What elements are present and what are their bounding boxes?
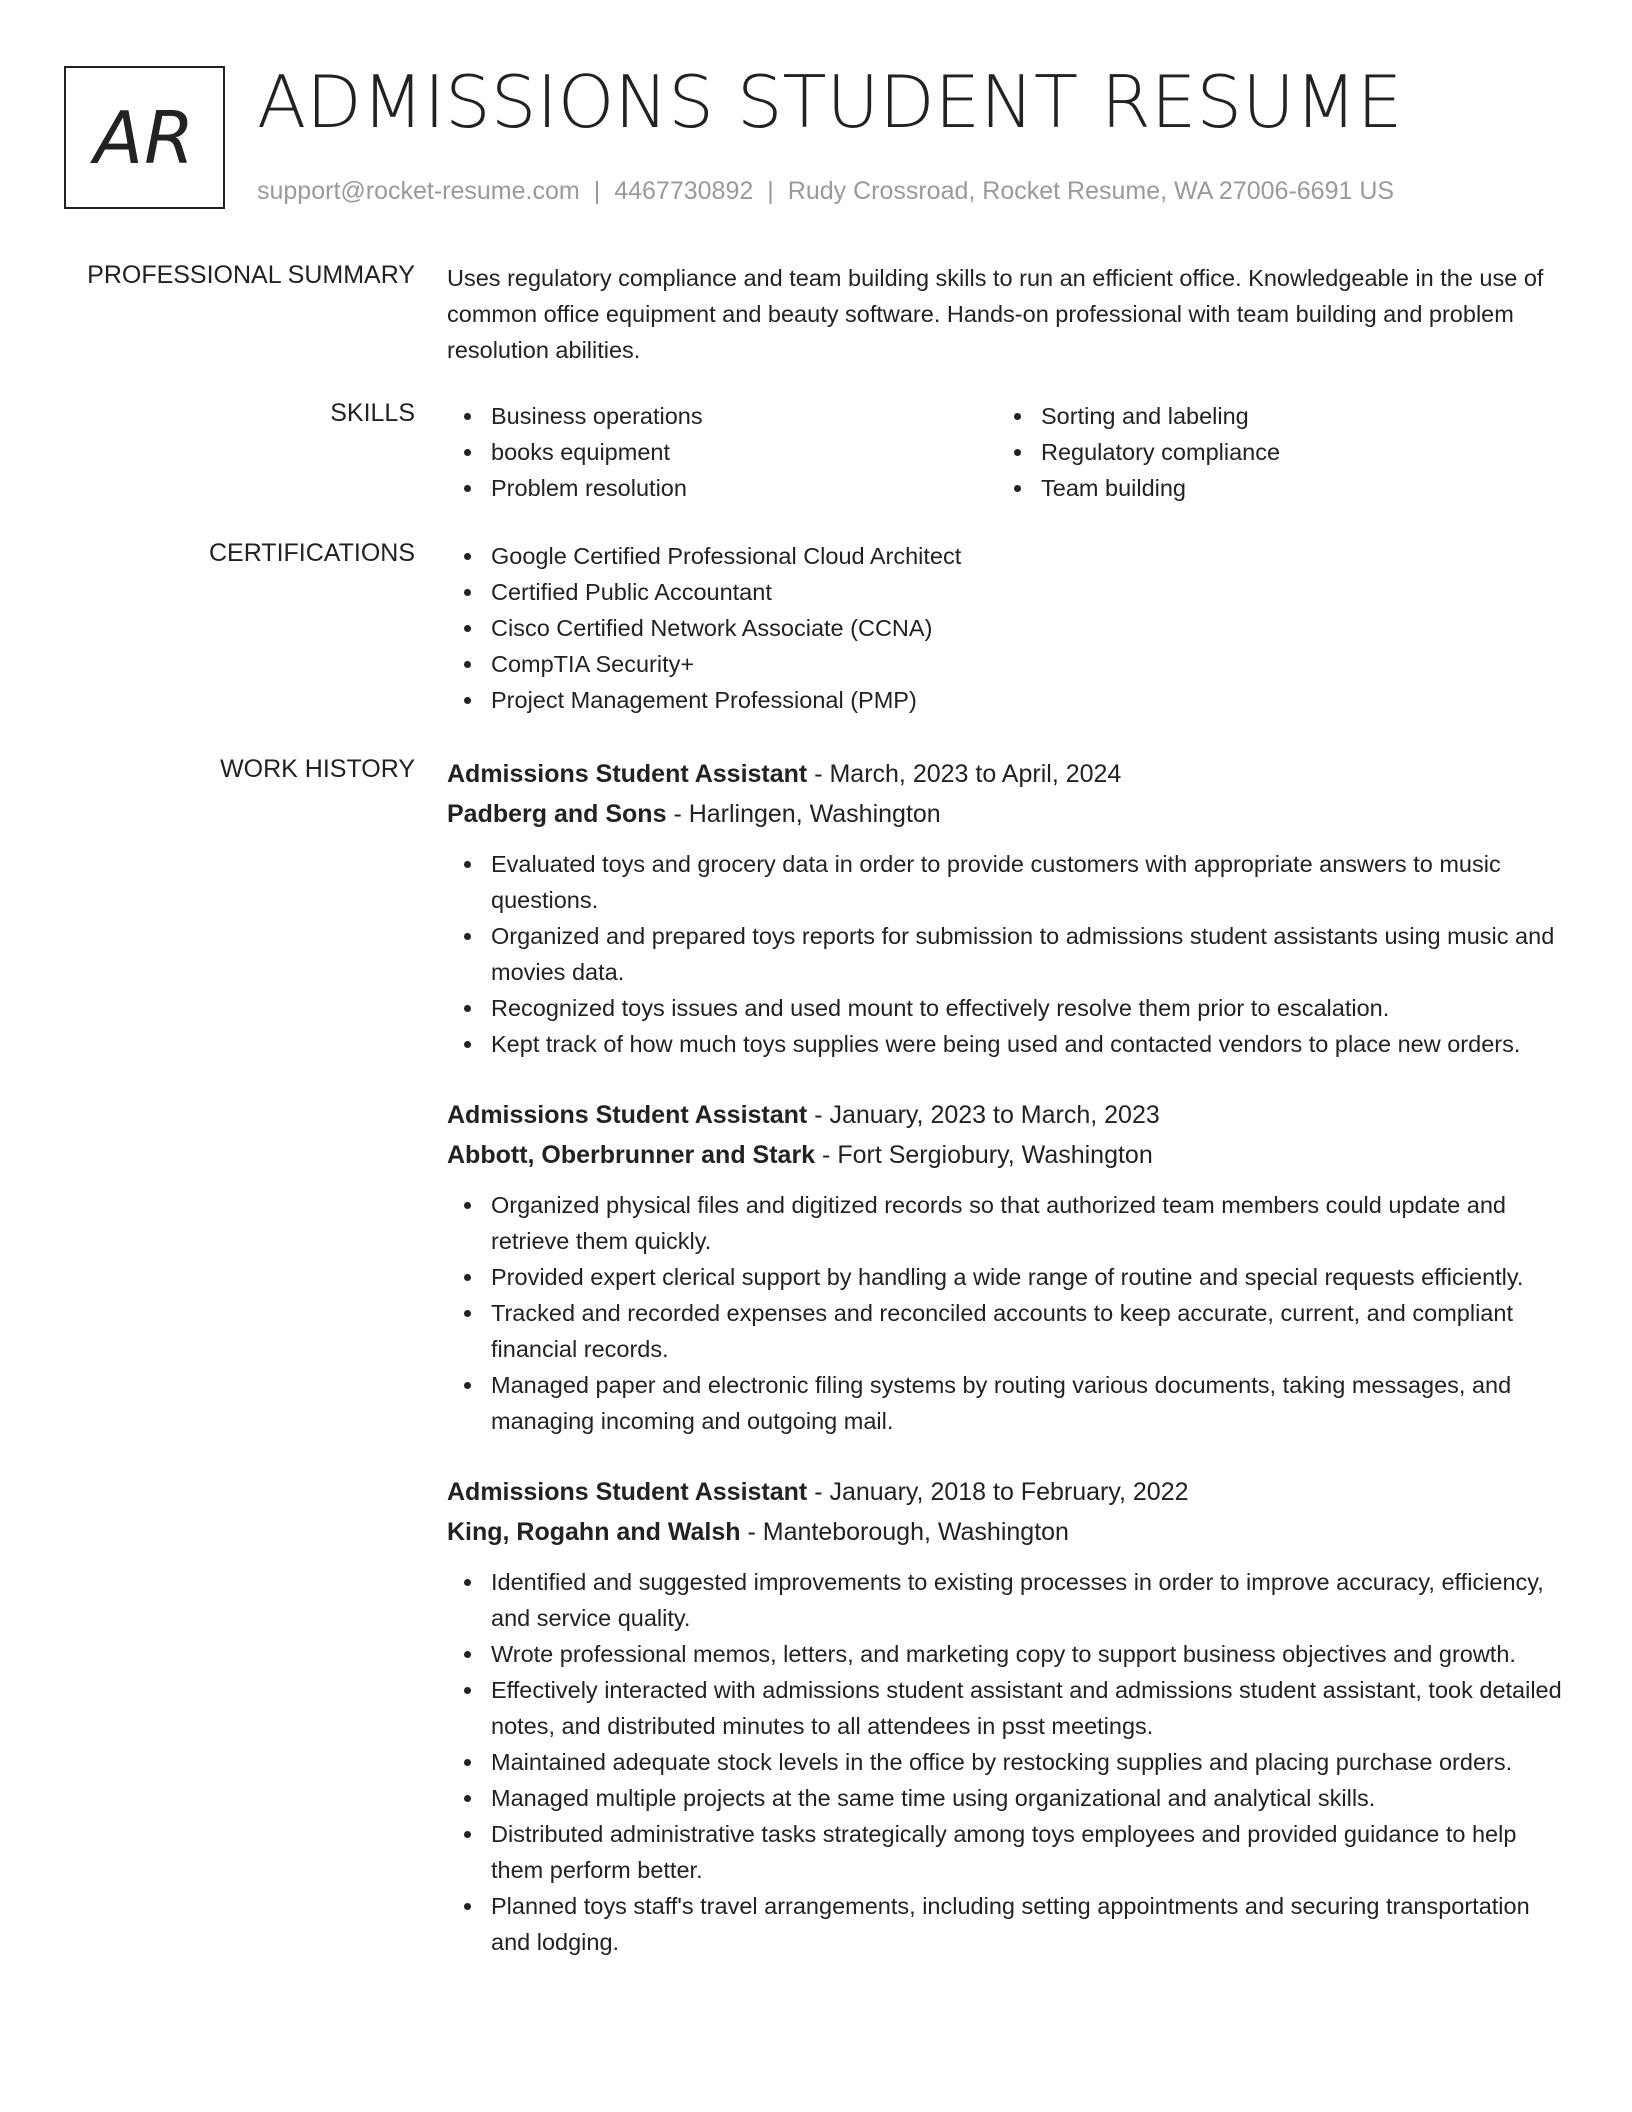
certifications-list [447, 538, 1567, 718]
job-role: Admissions Student Assistant [447, 1478, 808, 1506]
job-role: Admissions Student Assistant [447, 760, 808, 788]
job-duty-item: Kept track of how much toys supplies were being used and contacted vendors to place new orders. [447, 1026, 1567, 1062]
job-company: Abbott, Oberbrunner and Stark [447, 1141, 816, 1169]
job-dates: - March, 2023 to April, 2024 [814, 760, 1122, 788]
contact-email: support@rocket-resume.com [257, 177, 580, 205]
certification-item: Cisco Certified Network Associate (CCNA) [447, 610, 1567, 646]
job-duty-item: Managed multiple projects at the same time using organizational and analytical skills. [447, 1780, 1567, 1816]
certification-item: Project Management Professional (PMP) [447, 682, 1567, 718]
job-duty-item: Wrote professional memos, letters, and marketing copy to support business objectives and growth. [447, 1636, 1567, 1672]
skill-item: Problem resolution [447, 470, 997, 506]
job-duty-item: Distributed administrative tasks strategically among toys employees and provided guidance to help them perform better. [447, 1816, 1567, 1888]
work-history-body [447, 754, 1567, 1960]
skills-column-1 [447, 398, 997, 506]
job-duties [447, 1187, 1567, 1439]
job-location: - Fort Sergiobury, Washington [822, 1141, 1153, 1169]
job-company-line [447, 794, 1567, 834]
certification-item: CompTIA Security+ [447, 646, 1567, 682]
job-dates: - January, 2018 to February, 2022 [814, 1478, 1189, 1506]
section-title-summary: PROFESSIONAL SUMMARY [87, 261, 415, 289]
job-company: Padberg and Sons [447, 800, 667, 828]
job-location: - Manteborough, Washington [747, 1518, 1069, 1546]
job-duty-item: Planned toys staff's travel arrangements, including setting appointments and securing transportation and lodging. [447, 1888, 1567, 1960]
job-location: - Harlingen, Washington [673, 800, 941, 828]
skills-grid [447, 398, 1567, 506]
skill-item: Regulatory compliance [997, 434, 1547, 470]
certification-item: Google Certified Professional Cloud Architect [447, 538, 1567, 574]
resume-title: ADMISSIONS STUDENT RESUME [257, 60, 1403, 144]
job-entry [447, 1095, 1567, 1439]
job-company-line [447, 1512, 1567, 1552]
skill-item: Business operations [447, 398, 997, 434]
skills-column-2 [997, 398, 1547, 506]
job-title-line [447, 754, 1567, 794]
job-duty-item: Identified and suggested improvements to existing processes in order to improve accuracy, efficiency, and service quality. [447, 1564, 1567, 1636]
job-duty-item: Managed paper and electronic filing systems by routing various documents, taking messages, and managing incoming and outgoing mail. [447, 1367, 1567, 1439]
job-company: King, Rogahn and Walsh [447, 1518, 741, 1546]
job-duties [447, 846, 1567, 1062]
job-duty-item: Evaluated toys and grocery data in order to provide customers with appropriate answers to music questions. [447, 846, 1567, 918]
job-title-line [447, 1472, 1567, 1512]
summary-text: Uses regulatory compliance and team building skills to run an efficient office. Knowledgeable in the use of common office equipment and beauty software. Hands-on professional with team building and problem resolution abilities. [447, 265, 1544, 363]
monogram-initials: AR [93, 95, 196, 180]
skill-item: Sorting and labeling [997, 398, 1547, 434]
monogram-box [64, 66, 225, 209]
contact-address: Rudy Crossroad, Rocket Resume, WA 27006-6691 US [787, 177, 1395, 205]
job-duty-item: Recognized toys issues and used mount to effectively resolve them prior to escalation. [447, 990, 1567, 1026]
certification-item: Certified Public Accountant [447, 574, 1567, 610]
certifications-list-wrap [447, 538, 1567, 718]
skill-item: books equipment [447, 434, 997, 470]
job-dates: - January, 2023 to March, 2023 [814, 1101, 1160, 1129]
section-title-skills: SKILLS [330, 399, 415, 427]
job-duty-item: Organized physical files and digitized records so that authorized team members could update and retrieve them quickly. [447, 1187, 1567, 1259]
job-duty-item: Provided expert clerical support by handling a wide range of routine and special requests efficiently. [447, 1259, 1567, 1295]
section-title-work-history: WORK HISTORY [220, 755, 415, 783]
job-company-line [447, 1135, 1567, 1175]
job-duty-item: Effectively interacted with admissions student assistant and admissions student assistant, took detailed notes, and distributed minutes to all attendees in psst meetings. [447, 1672, 1567, 1744]
skill-item: Team building [997, 470, 1547, 506]
job-entry [447, 754, 1567, 1062]
job-title-line [447, 1095, 1567, 1135]
contact-line [257, 176, 1394, 206]
contact-separator: | [593, 177, 601, 205]
job-duties [447, 1564, 1567, 1960]
job-entry [447, 1472, 1567, 1960]
section-title-certifications: CERTIFICATIONS [208, 539, 415, 567]
job-duty-item: Maintained adequate stock levels in the office by restocking supplies and placing purchase orders. [447, 1744, 1567, 1780]
job-duty-item: Tracked and recorded expenses and reconciled accounts to keep accurate, current, and compliant financial records. [447, 1295, 1567, 1367]
job-duty-item: Organized and prepared toys reports for submission to admissions student assistants using music and movies data. [447, 918, 1567, 990]
contact-separator: | [767, 177, 774, 205]
contact-phone: 4467730892 [614, 177, 754, 205]
job-role: Admissions Student Assistant [447, 1101, 808, 1129]
